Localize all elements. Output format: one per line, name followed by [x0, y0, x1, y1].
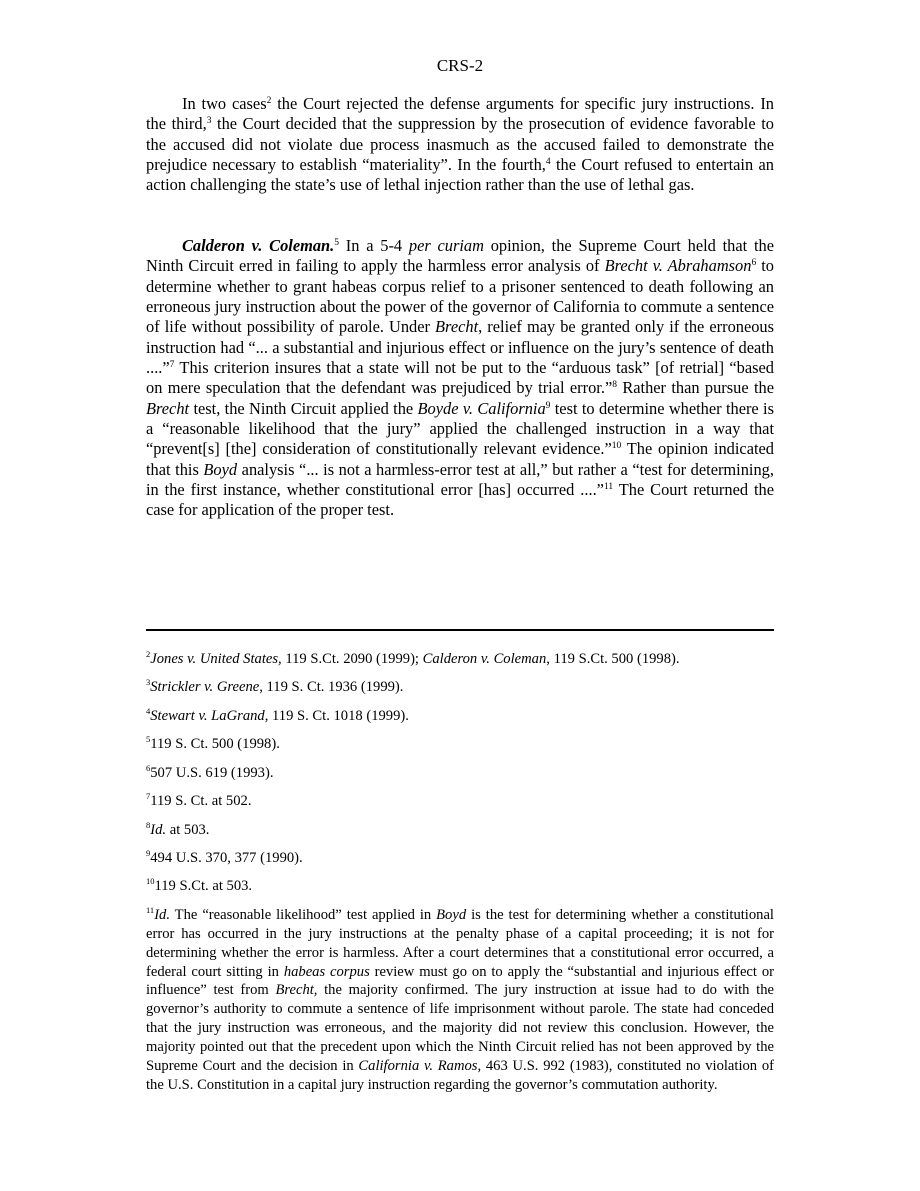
footnote-10: $^{10}$119 S.Ct. at 503.: [146, 876, 253, 894]
footnote-11: $^{11}$Id. The “reasonable likelihood” test applied in Boyd is the test for determining whether a constitutional error has occurred in the jury instructions at the penalty phase of a capital proceeding; it is not for determining whether the error is harmless. After a court determines that a constitutional error occurred, a federal court sitting in habeas corpus review must go on to apply the “substantial and injurious effect or influence” test from Brecht, the majority confirmed. The jury instruction at issue had to do with the governor’s authority to commute a sentence of life imprisonment without parole. The state had conceded that the jury instruction was erroneous, and the majority did not review this conclusion. However, the majority pointed out that the precedent upon which the Ninth Circuit relied has not been approved by the Supreme Court and the decision in California v. Ramos, 463 U.S. 992 (1983), constituted no violation of the U.S. Constitution in a capital jury instruction regarding the governor’s commutation authority.: [146, 905, 774, 1093]
footnote-ref-10[interactable]: 10: [611, 441, 622, 452]
footnote-ref-7[interactable]: 7: [169, 360, 175, 371]
footnote-ref-2[interactable]: 2: [266, 96, 272, 106]
footnote-ref-5[interactable]: 5: [334, 238, 340, 248]
footnote-8: $^8$Id. at 503.: [146, 820, 210, 838]
footnote-7: $^7$119 S. Ct. at 502.: [146, 791, 252, 809]
paragraph-calderon-v-coleman: Calderon v. Coleman.$^5$ In a 5-4 per curiam opinion, the Supreme Court held that the Ninth Circuit erred in failing to apply the harmless error analysis of Brecht v. Abrahamson$^6$ to determine whether to grant habeas corpus relief to a prisoner sentenced to death following an erroneous jury instruction about the power of the governor of California to commute a sentence of life without possibility of parole. Under Brecht, relief may be granted only if the erroneous instruction had “... a substantial and injurious effect or influence on the jury’s sentence of death ....”$^7$ This criterion insures that a state will not be put to the “arduous task” [of retrial] “based on mere speculation that the defendant was prejudiced by trial error.”$^8$ Rather than pursue the Brecht test, the Ninth Circuit applied the Boyde v. California$^9$ test to determine whether there is a “reasonable likelihood that the jury” applied the challenged instruction in a way that “prevent[s] [the] consideration of constitutionally relevant evidence.”$^{10}$ The opinion indicated that this Boyd analysis “... is not a harmless-error test at all,” but rather a “test for determining, in the first instance, whether constitutional error [has] occurred ....”$^{11}$ The Court returned the case for application of the proper test.: [146, 236, 775, 520]
page-header: CRS-2: [436, 56, 484, 75]
footnote-9: $^9$494 U.S. 370, 377 (1990).: [146, 848, 303, 866]
footnote-ref-8[interactable]: 8: [612, 380, 617, 391]
paragraph-cases-summary: In two cases$^2$ the Court rejected the defense arguments for specific jury instructions. In the third,$^3$ the Court decided that the suppression by the prosecution of evidence favorable to the accused did not violate due process inasmuch as the accused failed to demonstrate the prejudice necessary to establish “materiality”. In the fourth,$^4$ the Court refused to entertain an action challenging the state’s use of lethal injection rather than the use of lethal gas.: [146, 94, 774, 195]
footnote-separator: [146, 629, 774, 631]
footnote-6: $^6$507 U.S. 619 (1993).: [146, 763, 274, 781]
footnote-2: $^2$Jones v. United States, 119 S.Ct. 2090 (1999); Calderon v. Coleman, 119 S.Ct. 500 (1998).: [146, 649, 680, 667]
footnote-ref-6[interactable]: 6: [751, 258, 757, 269]
footnote-ref-4[interactable]: 4: [545, 157, 551, 168]
footnote-ref-11[interactable]: 11: [603, 482, 614, 493]
case-heading: Calderon v. Coleman.: [182, 236, 335, 255]
footnote-4: $^4$Stewart v. LaGrand, 119 S. Ct. 1018 (1999).: [146, 706, 409, 724]
footnote-ref-3[interactable]: 3: [206, 116, 212, 127]
footnote-3: $^3$Strickler v. Greene, 119 S. Ct. 1936 (1999).: [146, 677, 404, 695]
footnote-5: $^5$119 S. Ct. 500 (1998).: [146, 734, 280, 752]
footnote-ref-9[interactable]: 9: [545, 400, 551, 411]
